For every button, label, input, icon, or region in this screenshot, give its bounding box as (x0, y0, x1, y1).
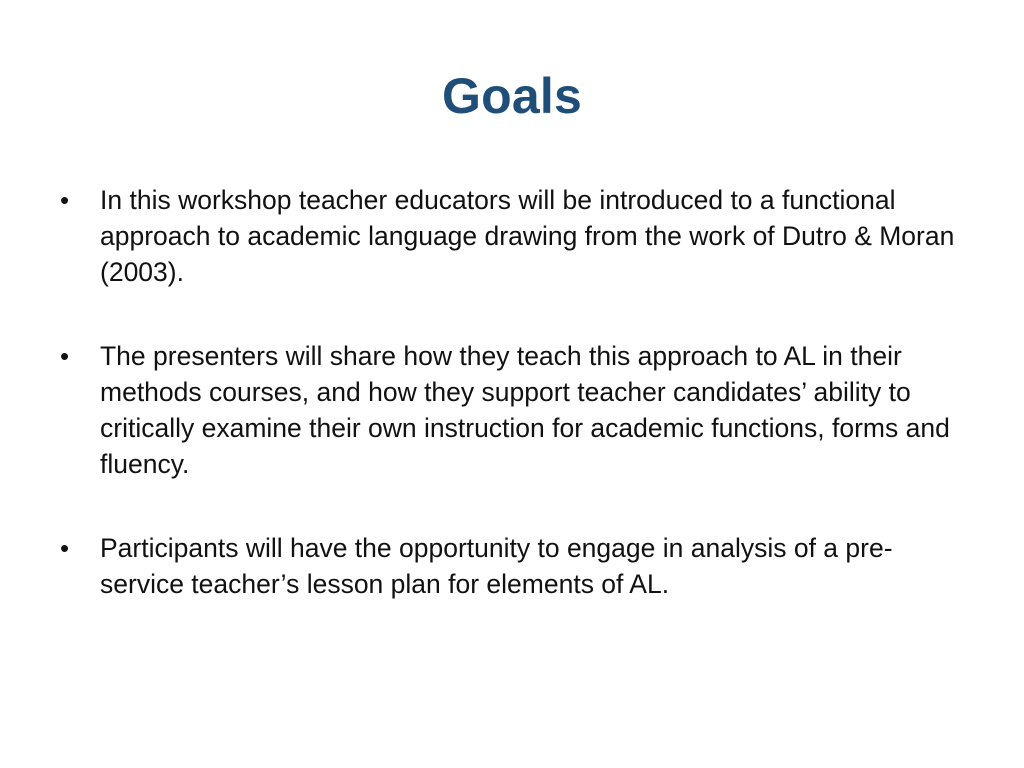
bullet-list (56, 182, 966, 602)
bullet-dot-icon: • (60, 185, 70, 215)
bullet-text: The presenters will share how they teach this approach to AL in their methods courses, and how they support teacher candidates’ ability to critically examine their own instruction for academic functions, forms and fluency. (100, 341, 950, 479)
bullet-text: In this workshop teacher educators will be introduced to a functional approach to academic language drawing from the work of Dutro & Moran (2003). (100, 185, 955, 287)
bullet-text: Participants will have the opportunity to engage in analysis of a pre-service teacher’s lesson plan for elements of AL. (100, 533, 893, 599)
bullet-item (56, 530, 966, 602)
slide-title: Goals (442, 68, 582, 124)
bullet-dot-icon: • (60, 533, 70, 563)
bullet-dot-icon: • (60, 341, 70, 371)
bullet-item (56, 338, 966, 482)
bullet-item (56, 182, 966, 290)
